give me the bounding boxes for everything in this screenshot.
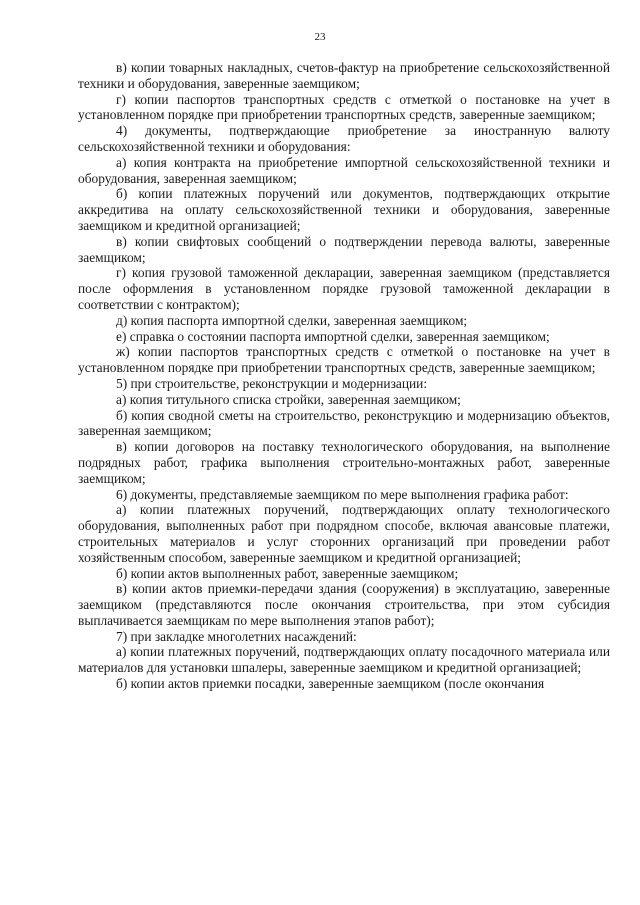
paragraph: е) справка о состоянии паспорта импортной сделки, заверенная заемщиком; bbox=[116, 328, 550, 344]
paragraph: в) копии свифтовых сообщений о подтверждении перевода валюты, заверенные заемщиком; bbox=[78, 233, 610, 265]
page-number: 23 bbox=[314, 31, 326, 43]
paragraph: в) копии договоров на поставку технологического оборудования, на выполнение подрядных работ, графика выполнения строительно-монтажных работ, заверенные заемщиком; bbox=[78, 439, 610, 486]
paragraph: 5) при строительстве, реконструкции и модернизации: bbox=[116, 375, 428, 391]
paragraph: 6) документы, представляемые заемщиком по мере выполнения графика работ: bbox=[116, 486, 569, 502]
paragraph: а) копии платежных поручений, подтверждающих оплату посадочного материала или материалов для установки шпалеры, заверенные заемщиком и кредитной организацией; bbox=[78, 644, 610, 676]
paragraph: в) копии товарных накладных, счетов-фактур на приобретение сельскохозяйственной техники и оборудования, заверенные заемщиком; bbox=[78, 60, 610, 91]
paragraph: а) копия титульного списка стройки, заверенная заемщиком; bbox=[116, 391, 461, 407]
paragraph: а) копия контракта на приобретение импортной сельскохозяйственной техники и оборудования, заверенная заемщиком; bbox=[78, 154, 610, 186]
paragraph: 4) документы, подтверждающие приобретение за иностранную валюту сельскохозяйственной техники и оборудования: bbox=[78, 123, 610, 154]
paragraph: д) копия паспорта импортной сделки, заверенная заемщиком; bbox=[116, 312, 468, 328]
paragraph: а) копии платежных поручений, подтверждающих оплату технологического оборудования, выполненных работ при подрядном способе, включая авансовые платежи, строительных материалов и услуг сторонних организаций при проведении работ хозяйственным способом, заверенные заемщиком и кредитной организацией; bbox=[78, 502, 610, 565]
paragraph: 7) при закладке многолетних насаждений: bbox=[116, 628, 357, 644]
paragraph: г) копия грузовой таможенной декларации, заверенная заемщиком (представляется после оформления в установленном порядке грузовой таможенной декларации в соответствии с контрактом); bbox=[78, 265, 610, 312]
paragraph: ж) копии паспортов транспортных средств с отметкой о постановке на учет в установленном порядке при приобретении транспортных средств, заверенные заемщиком; bbox=[78, 344, 610, 376]
paragraph: б) копия сводной сметы на строительство, реконструкцию и модернизацию объектов, заверенная заемщиком; bbox=[78, 407, 610, 439]
paragraph: г) копии паспортов транспортных средств с отметкой о постановке на учет в установленном порядке при приобретении транспортных средств, заверенные заемщиком; bbox=[78, 91, 610, 123]
document-body bbox=[78, 60, 610, 692]
paragraph: в) копии актов приемки-передачи здания (сооружения) в эксплуатацию, заверенные заемщиком (представляются после окончания строительства, при этом субсидия выплачивается заемщикам по мере выполнения этапов работ); bbox=[78, 581, 610, 628]
paragraph: б) копии актов выполненных работ, заверенные заемщиком; bbox=[116, 565, 459, 581]
paragraph: б) копии актов приемки посадки, заверенные заемщиком (после окончания bbox=[116, 676, 545, 692]
paragraph: б) копии платежных поручений или документов, подтверждающих открытие аккредитива на оплату сельскохозяйственной техники и оборудования, заверенные заемщиком и кредитной организацией; bbox=[78, 186, 610, 233]
